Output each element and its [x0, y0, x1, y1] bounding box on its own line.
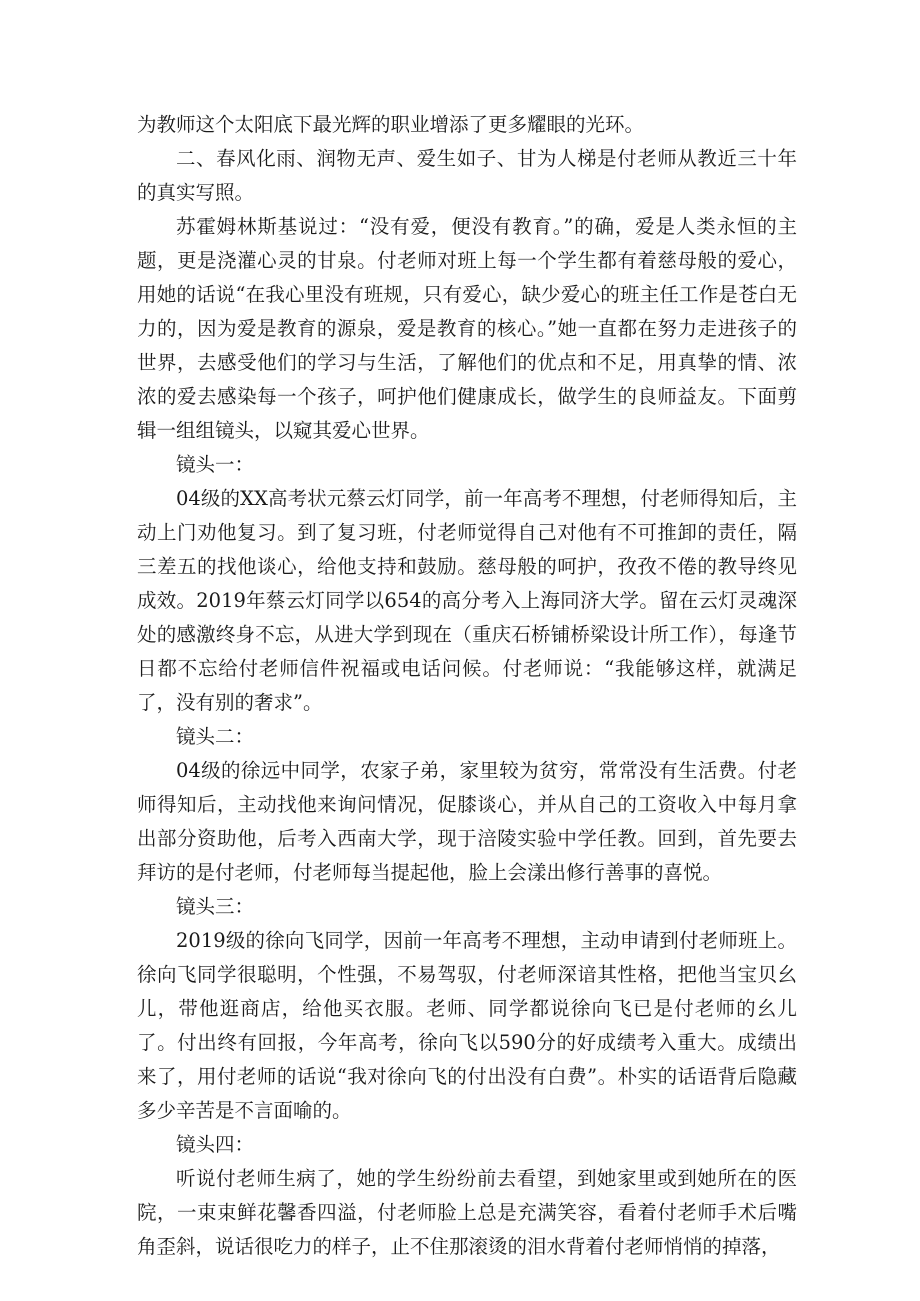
heading-scene-three: 镜头三： — [176, 895, 255, 918]
paragraph-section-two: 二、春风化雨、润物无声、爱生如子、甘为人梯是付老师从教近三十年的真实写照。 — [137, 147, 797, 204]
paragraph-love-intro: 苏霍姆林斯基说过：“没有爱，便没有教育。”的确，爱是人类永恒的主题，更是浇灌心灵的甘泉。付老师对班上每一个学生都有着慈母般的爱心，用她的话说“在我心里没有班规，只有爱心，缺少爱心的班主任工作是苍白无力的，因为爱是教育的源泉，爱是教育的核心。”她一直都在努力走进孩子的世界，去感受他们的学习与生活，了解他们的优点和不足，用真挚的情、浓浓的爱去感染每一个孩子，呵护他们健康成长，做学生的良师益友。下面剪辑一组组镜头，以窥其爱心世界。 — [137, 215, 797, 442]
paragraph-scene-three: 2019级的徐向飞同学，因前一年高考不理想，主动申请到付老师班上。徐向飞同学很聪明，个性强，不易驾驭，付老师深谙其性格，把他当宝贝幺儿，带他逛商店，给他买衣服。老师、同学都说徐向飞已是付老师的幺儿了。付出终有回报，今年高考，徐向飞以590分的好成绩考入重大。成绩出来了，用付老师的话说“我对徐向飞的付出没有白费”。朴实的话语背后隐藏多少辛苦是不言面喻的。 — [137, 929, 797, 1122]
paragraph-scene-one: 04级的XX高考状元蔡云灯同学，前一年高考不理想，付老师得知后，主动上门劝他复习。到了复习班，付老师觉得自己对他有不可推卸的责任，隔三差五的找他谈心，给他支持和鼓励。慈母般的呵护，孜孜不倦的教导终见成效。2019年蔡云灯同学以654的高分考入上海同济大学。留在云灯灵魂深处的感激终身不忘，从进大学到现在（重庆石桥铺桥梁设计所工作），每逢节日都不忘给付老师信件祝福或电话问候。付老师说：“我能够这样，就满足了，没有别的奢求”。 — [137, 487, 797, 714]
paragraph-scene-four: 听说付老师生病了，她的学生纷纷前去看望，到她家里或到她所在的医院，一束束鲜花馨香四溢，付老师脸上总是充满笑容，看着付老师手术后嘴角歪斜，说话很吃力的样子，止不住那滚烫的泪水背着付老师悄悄的掉落， — [137, 1167, 797, 1258]
article-body — [137, 108, 797, 1264]
heading-scene-four: 镜头四： — [176, 1133, 255, 1156]
heading-scene-one: 镜头一： — [176, 453, 255, 476]
paragraph-scene-two: 04级的徐远中同学，农家子弟，家里较为贫穷，常常没有生活费。付老师得知后，主动找他来询问情况，促膝谈心，并从自己的工资收入中每月拿出部分资助他，后考入西南大学，现于涪陵实验中学任教。回到，首先要去拜访的是付老师，付老师每当提起他，脸上会漾出修行善事的喜悦。 — [137, 759, 797, 884]
heading-scene-two: 镜头二： — [176, 725, 255, 748]
paragraph-continuation: 为教师这个太阳底下最光辉的职业增添了更多耀眼的光环。 — [137, 113, 645, 136]
